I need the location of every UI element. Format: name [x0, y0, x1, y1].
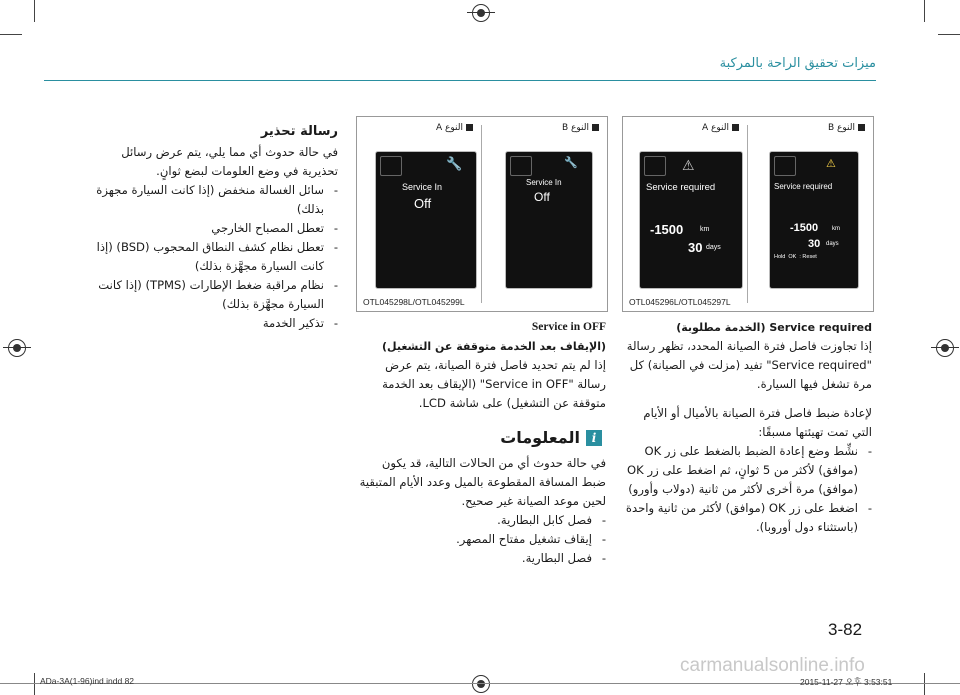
info-heading: المعلومات: [500, 428, 580, 447]
cluster-display-type-a: [639, 151, 743, 289]
paragraph: في حالة حدوث أي من الحالات التالية، قد يكون ضبط المسافة المقطوعة بالميل وعدد الأيام المتبقية لحين موعد الصيانة غير صحيح.: [359, 456, 606, 508]
paragraph: لإعادة ضبط فاصل فترة الصيانة بالأميال أو الأيام التي تمت تهيئتها مسبقًا:: [643, 406, 872, 439]
square-bullet-icon: [732, 124, 739, 131]
registration-mark-icon: [472, 4, 490, 22]
figure-divider: [747, 125, 748, 303]
figure-caption: OTL045296L/OTL045297L: [629, 297, 731, 307]
square-bullet-icon: [592, 124, 599, 131]
list-item: - تذكير الخدمة: [84, 314, 338, 333]
cluster-icon-slot: [380, 156, 402, 176]
crop-mark: [924, 673, 925, 695]
screen-status: Off: [414, 196, 432, 211]
screen-km-value: -1500: [790, 222, 819, 234]
crop-mark: [34, 0, 35, 22]
cluster-display-type-a: [375, 151, 477, 289]
list-item: - اضغط على زر OK (موافق) لأكثر من ثانية واحدة (باستثناء دول أوروبا).: [622, 499, 872, 537]
screen-days-unit: days: [706, 244, 721, 251]
section-subheading: (الإيقاف بعد الخدمة متوقفة عن التشغيل): [382, 340, 606, 353]
screen-km-value: -1500: [650, 222, 684, 237]
screen-status: Off: [534, 190, 550, 204]
figure-service-required: [622, 116, 874, 312]
list-item: - تعطل نظام كشف النطاق المحجوب (BSD) (إذا كانت السيارة مجهَّزة بذلك): [84, 238, 338, 276]
registration-mark-icon: [936, 339, 954, 357]
list-item: - تعطل المصباح الخارجي: [84, 219, 338, 238]
crop-mark: [924, 0, 925, 22]
list-item: - فصل البطارية.: [356, 549, 606, 568]
square-bullet-icon: [466, 124, 473, 131]
warning-triangle-icon: ⚠: [682, 157, 695, 173]
warning-triangle-icon: ⚠: [826, 158, 836, 170]
crop-mark: [34, 673, 35, 695]
screen-hold-reset: Hold OK : Reset: [774, 254, 817, 260]
registration-mark-icon: [8, 339, 26, 357]
screen-days-unit: days: [826, 241, 839, 247]
watermark: carmanualsonline.info: [680, 655, 865, 676]
list-item: - نظام مراقبة ضغط الإطارات (TPMS) (إذا كانت السيارة مجهَّزة بذلك): [84, 276, 338, 314]
cluster-icon-slot: [644, 156, 666, 176]
list-item: - سائل الغسالة منخفض (إذا كانت السيارة مجهزة بذلك): [84, 181, 338, 219]
screen-km-unit: km: [832, 226, 840, 232]
header-rule: [44, 80, 876, 81]
list-item: - إيقاف تشغيل مفتاح المصهر.: [356, 530, 606, 549]
info-icon: i: [586, 430, 602, 446]
figure-label-type-b: النوع B: [828, 123, 865, 133]
section-heading: رسالة تحذير: [260, 124, 338, 139]
list-item: - نشِّط وضع إعادة الضبط بالضغط على زر OK (موافق) لأكثر من 5 ثوانٍ، ثم اضغط على زر OK (موافق) مرة أخرى لأكثر من ثانية (دولاب وأورو): [622, 442, 872, 499]
cluster-display-type-b: [769, 151, 859, 289]
figure-label-type-b: النوع B: [562, 123, 599, 133]
screen-message: Service required: [774, 182, 833, 191]
screen-message: Service required: [646, 182, 716, 193]
wrench-icon: 🔧: [564, 157, 578, 169]
cluster-icon-slot: [774, 156, 796, 176]
footer-date: 2015-11-27 오후 3:53:51: [800, 677, 893, 687]
registration-mark-icon: [472, 675, 490, 693]
section-title: ميزات تحقيق الراحة بالمركبة: [719, 56, 876, 71]
screen-message: Service In: [526, 178, 562, 187]
paragraph: إذا تجاوزت فاصل فترة الصيانة المحدد، تظهر رسالة "Service required" تفيد (مزلت في الصيانة) كل مرة تشغل فيها السيارة.: [626, 339, 872, 391]
cluster-display-type-b: [505, 151, 593, 289]
service-required-section: [622, 318, 872, 537]
section-heading: Service required (الخدمة مطلوبة): [676, 321, 872, 334]
figure-caption: OTL045298L/OTL045299L: [363, 297, 465, 307]
screen-km-unit: km: [700, 226, 710, 233]
figure-label-type-a: النوع A: [436, 123, 473, 133]
warning-message-section: [84, 122, 338, 333]
section-heading: Service in OFF: [531, 321, 606, 333]
screen-days-value: 30: [688, 240, 703, 255]
wrench-icon: 🔧: [446, 156, 463, 171]
screen-message: Service In: [402, 182, 443, 192]
figure-divider: [481, 125, 482, 303]
figure-label-type-a: النوع A: [702, 123, 739, 133]
figure-service-in-off: [356, 116, 608, 312]
footer-file: ADa-3A(1-96)ind.indd 82: [40, 676, 135, 686]
crop-mark: [938, 34, 960, 35]
page-number: 3-82: [828, 620, 863, 639]
crop-mark: [0, 34, 22, 35]
screen-days-value: 30: [808, 238, 821, 250]
cluster-icon-slot: [510, 156, 532, 176]
paragraph: إذا لم يتم تحديد فاصل فترة الصيانة، يتم عرض رسالة "Service in OFF" (الإيقاف بعد الخدمة متوقفة عن التشغيل) على شاشة LCD.: [382, 358, 606, 410]
list-item: - فصل كابل البطارية.: [356, 511, 606, 530]
square-bullet-icon: [858, 124, 865, 131]
paragraph: في حالة حدوث أي مما يلي، يتم عرض رسائل تحذيرية في وضع العلومات لبضع ثوانٍ.: [121, 145, 338, 178]
info-section: [356, 454, 606, 568]
service-in-off-section: [356, 318, 606, 413]
